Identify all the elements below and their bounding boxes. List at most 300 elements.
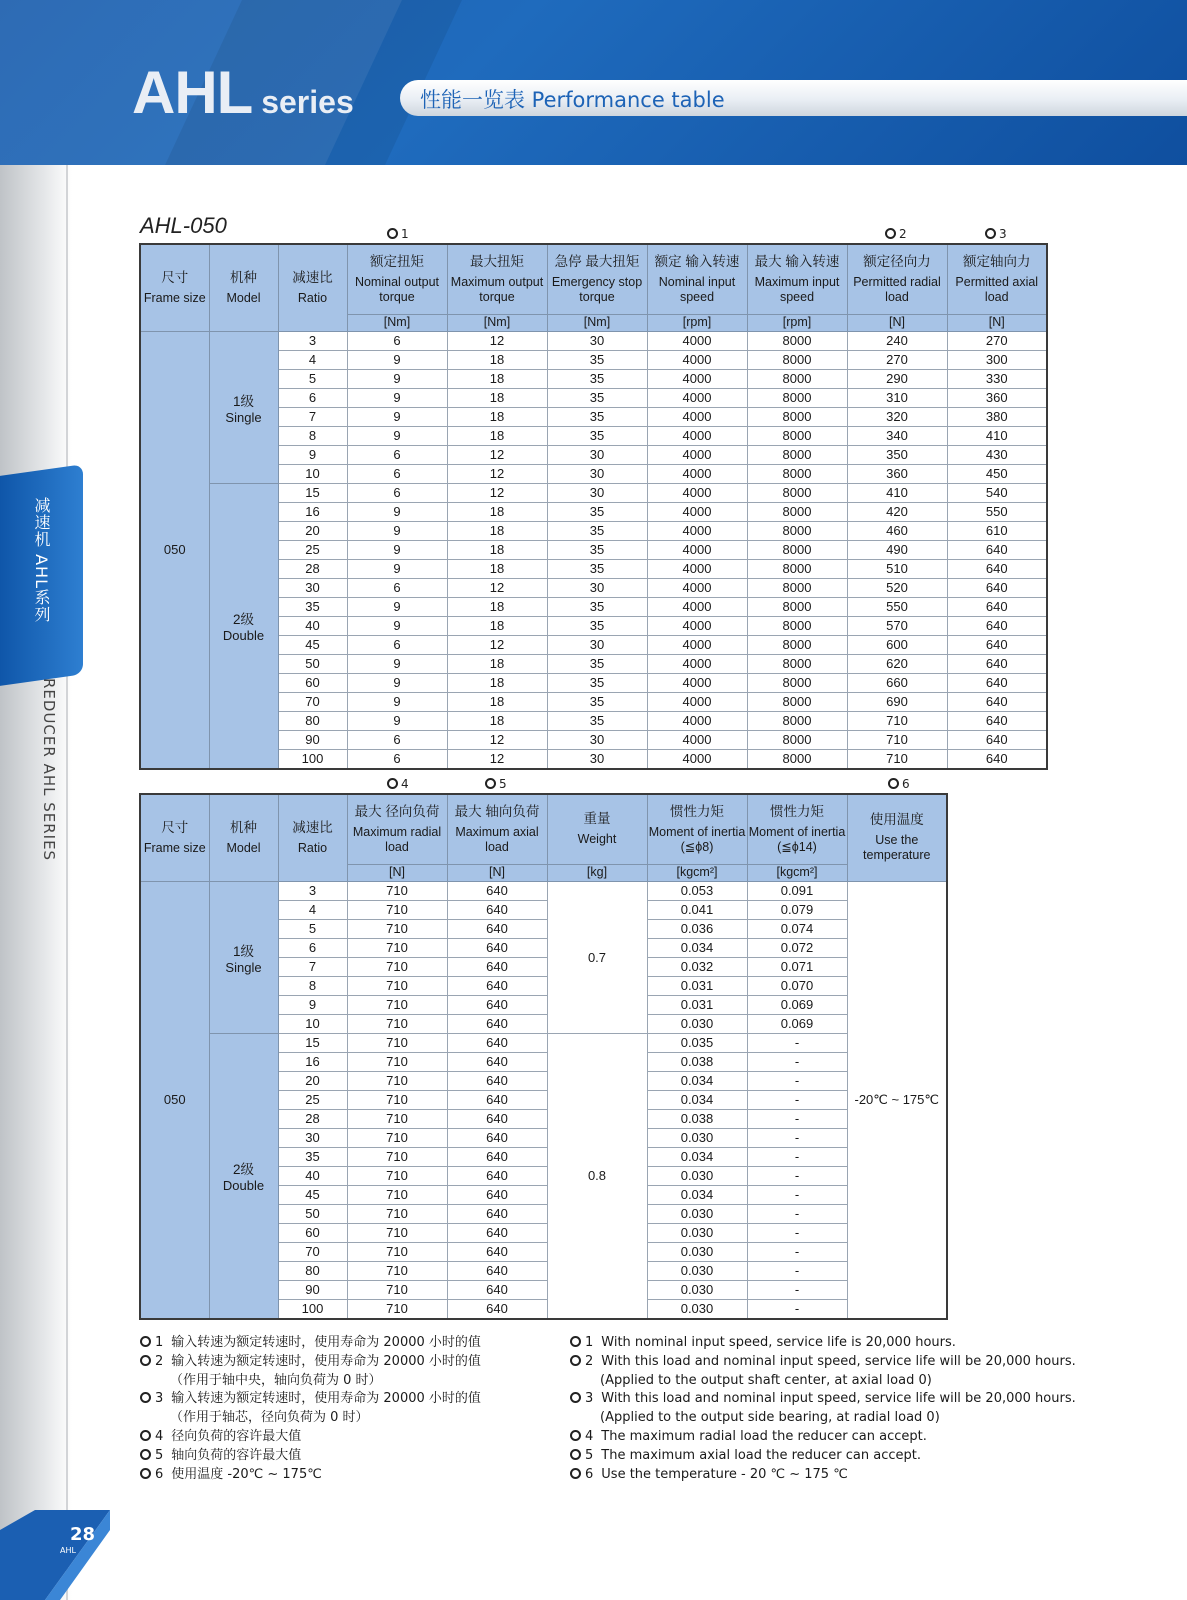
table-cell: 710 — [347, 1166, 447, 1185]
table-cell: 640 — [447, 1033, 547, 1052]
table-cell: 0.030 — [647, 1261, 747, 1280]
note-text: Use the temperature - 20 ℃ ~ 175 ℃ — [601, 1466, 848, 1482]
table-cell: 0.031 — [647, 976, 747, 995]
table-cell: 18 — [447, 711, 547, 730]
table-cell: 40 — [278, 1166, 347, 1185]
table-cell: 35 — [547, 559, 647, 578]
note-number: 2 — [155, 1353, 164, 1369]
table-cell: 4000 — [647, 540, 747, 559]
table-cell: 6 — [347, 578, 447, 597]
table-cell: 640 — [447, 1204, 547, 1223]
note-item — [570, 1353, 1076, 1372]
table-cell: 8000 — [747, 654, 847, 673]
ring-icon — [570, 1392, 581, 1403]
header-cn: 急停 最大扭矩 — [554, 253, 640, 269]
ring-icon — [387, 228, 398, 239]
table-row — [140, 1033, 947, 1052]
table-cell: 430 — [947, 445, 1047, 464]
unit-header: [rpm] — [647, 314, 747, 331]
note-item — [140, 1353, 560, 1372]
table-cell: - — [747, 1242, 847, 1261]
table-cell: 35 — [547, 597, 647, 616]
table-cell: 270 — [847, 350, 947, 369]
footnote-mark-3: 3 — [985, 227, 1007, 241]
header-cn: 额定 输入转速 — [654, 253, 740, 269]
table-cell: 0.030 — [647, 1223, 747, 1242]
table-cell: 8000 — [747, 331, 847, 350]
unit-header: [rpm] — [747, 314, 847, 331]
table-cell: 18 — [447, 407, 547, 426]
note-text: With nominal input speed, service life is 20,000 hours. — [601, 1335, 956, 1350]
note-text: With this load and nominal input speed, service life will be 20,000 hours. — [601, 1391, 1076, 1407]
table-cell: 18 — [447, 673, 547, 692]
table-cell: 4000 — [647, 464, 747, 483]
table-cell: 20 — [278, 1071, 347, 1090]
table-cell: 35 — [547, 540, 647, 559]
note-text: （作用于轴芯，径向负荷为 0 时） — [170, 1410, 369, 1426]
table-cell: 710 — [347, 1109, 447, 1128]
header-en: Maximum output torque — [450, 274, 544, 304]
header-cn: 机种 — [230, 269, 257, 285]
table-cell: 4000 — [647, 711, 747, 730]
header-en: Ratio — [297, 840, 328, 855]
table-cell: 4000 — [647, 559, 747, 578]
table-cell: 6 — [278, 938, 347, 957]
table-cell: 0.036 — [647, 919, 747, 938]
table-cell: 0.032 — [647, 957, 747, 976]
table-cell: 640 — [947, 730, 1047, 749]
unit-header: [Nm] — [547, 314, 647, 331]
table-cell: 60 — [278, 1223, 347, 1242]
table-cell: 4000 — [647, 692, 747, 711]
table-cell: 18 — [447, 426, 547, 445]
table-cell: 0.031 — [647, 995, 747, 1014]
table-cell: 9 — [347, 616, 447, 635]
table-cell: 16 — [278, 1052, 347, 1071]
table-cell: 35 — [547, 502, 647, 521]
note-text: The maximum radial load the reducer can accept. — [601, 1428, 927, 1444]
note-text: The maximum axial load the reducer can accept. — [601, 1447, 921, 1463]
table-cell: 550 — [847, 597, 947, 616]
column-header — [140, 244, 209, 331]
table-cell: 0.041 — [647, 900, 747, 919]
table-cell: 35 — [547, 369, 647, 388]
table-cell: 710 — [347, 1147, 447, 1166]
column-header — [447, 244, 547, 314]
unit-header: [Nm] — [347, 314, 447, 331]
page-header — [0, 0, 1187, 165]
unit-header: [N] — [947, 314, 1047, 331]
table-cell: 30 — [547, 749, 647, 769]
table-cell: 640 — [947, 540, 1047, 559]
table-cell: - — [747, 1071, 847, 1090]
header-cn: 额定扭矩 — [370, 253, 424, 269]
table-cell: - — [747, 1204, 847, 1223]
table-cell: 6 — [347, 464, 447, 483]
table-cell: 35 — [278, 1147, 347, 1166]
table-cell: 0.071 — [747, 957, 847, 976]
table-cell: 4000 — [647, 749, 747, 769]
table-cell: 8000 — [747, 635, 847, 654]
table-cell: 0.035 — [647, 1033, 747, 1052]
table-cell: 640 — [447, 976, 547, 995]
table-cell: 520 — [847, 578, 947, 597]
table-cell: 30 — [547, 635, 647, 654]
table-cell: 710 — [847, 749, 947, 769]
table-cell: 8000 — [747, 578, 847, 597]
note-item — [140, 1466, 560, 1485]
table-cell: 70 — [278, 1242, 347, 1261]
table-cell: 35 — [547, 711, 647, 730]
unit-header: [kg] — [547, 864, 647, 881]
table-cell: 8 — [278, 976, 347, 995]
weight-double-cell: 0.8 — [547, 1033, 647, 1319]
notes-english — [570, 1334, 1076, 1484]
table-cell: 0.034 — [647, 1147, 747, 1166]
table-cell: 640 — [447, 1052, 547, 1071]
table-cell: 4000 — [647, 673, 747, 692]
table-cell: 18 — [447, 559, 547, 578]
footnote-mark-2: 2 — [885, 227, 907, 241]
table-cell: 310 — [847, 388, 947, 407]
header-en: Moment of inertia — [648, 824, 746, 839]
table-cell: 8000 — [747, 502, 847, 521]
table-cell: 8000 — [747, 559, 847, 578]
note-item — [140, 1372, 560, 1391]
table-cell: 4000 — [647, 407, 747, 426]
table-cell: 9 — [347, 559, 447, 578]
ring-icon — [485, 778, 496, 789]
header-sub: (≦ϕ14) — [777, 839, 817, 854]
note-text: 轴向负荷的容许最大值 — [171, 1447, 302, 1463]
performance-table — [139, 243, 1048, 770]
table-cell: 640 — [447, 900, 547, 919]
table-cell: 640 — [447, 1071, 547, 1090]
table-cell: 4000 — [647, 597, 747, 616]
header-cn: 使用温度 — [869, 812, 924, 828]
table-cell: - — [747, 1166, 847, 1185]
header-en: Frame size — [143, 290, 206, 305]
table-cell: 9 — [347, 369, 447, 388]
note-item — [140, 1334, 560, 1353]
header-en: Nominal input speed — [658, 274, 736, 304]
header-en: Maximum radial load — [352, 824, 442, 854]
table-cell: 30 — [547, 483, 647, 502]
table-cell: - — [747, 1261, 847, 1280]
footnote-mark-4: 4 — [387, 777, 409, 791]
table-cell: 9 — [347, 407, 447, 426]
table-cell: 710 — [847, 711, 947, 730]
table-cell: 9 — [347, 521, 447, 540]
page-label: AHL — [60, 1546, 76, 1555]
table-cell: 4000 — [647, 445, 747, 464]
table-cell: 35 — [547, 350, 647, 369]
table-cell: 50 — [278, 654, 347, 673]
table-cell: 710 — [347, 1052, 447, 1071]
table-cell: - — [747, 1147, 847, 1166]
table-cell: 710 — [347, 995, 447, 1014]
table-cell: 8000 — [747, 483, 847, 502]
note-text: With this load and nominal input speed, service life will be 20,000 hours. — [601, 1353, 1076, 1369]
table-cell: 360 — [847, 464, 947, 483]
table-cell: 320 — [847, 407, 947, 426]
table-cell: 7 — [278, 407, 347, 426]
table-cell: 12 — [447, 635, 547, 654]
table-cell: 640 — [447, 1261, 547, 1280]
note-item — [570, 1447, 1040, 1466]
table-cell: 8000 — [747, 464, 847, 483]
note-item — [140, 1409, 560, 1428]
table-cell: 28 — [278, 559, 347, 578]
ring-icon — [140, 1336, 151, 1347]
header-en: Permitted radial load — [853, 274, 941, 304]
side-tab-label: 减速机 AHL系列 — [32, 497, 51, 623]
table-cell: 640 — [947, 711, 1047, 730]
table-cell: 25 — [278, 1090, 347, 1109]
ring-icon — [570, 1468, 581, 1479]
table-cell: 4000 — [647, 521, 747, 540]
table-cell: 4 — [278, 900, 347, 919]
note-item — [140, 1428, 560, 1447]
header-en: Nominal output torque — [354, 274, 440, 304]
table-cell: 490 — [847, 540, 947, 559]
table-cell: 0.030 — [647, 1128, 747, 1147]
table-cell: 35 — [547, 426, 647, 445]
table-cell: 9 — [347, 711, 447, 730]
table-cell: - — [747, 1280, 847, 1299]
header-cn: 最大 输入转速 — [754, 253, 840, 269]
note-text: (Applied to the output side bearing, at radial load 0) — [600, 1410, 940, 1426]
table-cell: 6 — [347, 483, 447, 502]
table-cell: 30 — [278, 1128, 347, 1147]
table-cell: 30 — [547, 464, 647, 483]
note-item — [570, 1390, 1076, 1409]
column-header — [278, 244, 347, 331]
table-cell: 12 — [447, 331, 547, 350]
table-cell: 0.079 — [747, 900, 847, 919]
table-cell: 10 — [278, 464, 347, 483]
table-cell: 640 — [447, 1223, 547, 1242]
table-cell: - — [747, 1109, 847, 1128]
table-cell: 18 — [447, 692, 547, 711]
table-cell: 460 — [847, 521, 947, 540]
table-cell: - — [747, 1052, 847, 1071]
note-number: 4 — [585, 1428, 594, 1444]
table-cell: 9 — [347, 540, 447, 559]
note-text: 输入转速为额定转速时，使用寿命为 20000 小时的值 — [171, 1335, 481, 1350]
header-cn: 最大扭矩 — [470, 253, 524, 269]
table-cell: 640 — [447, 1109, 547, 1128]
table-cell: 30 — [547, 730, 647, 749]
table-cell: 0.034 — [647, 1071, 747, 1090]
table-cell: 28 — [278, 1109, 347, 1128]
table-cell: 710 — [347, 1280, 447, 1299]
table-cell: 4000 — [647, 635, 747, 654]
table-cell: 9 — [347, 654, 447, 673]
column-header — [447, 794, 547, 864]
table-cell: 25 — [278, 540, 347, 559]
table-cell: 4000 — [647, 730, 747, 749]
table-cell: 8000 — [747, 426, 847, 445]
table-cell: 6 — [347, 749, 447, 769]
footnote-mark-1: 1 — [387, 227, 409, 241]
note-text: 输入转速为额定转速时，使用寿命为 20000 小时的值 — [171, 1391, 481, 1407]
note-number: 2 — [585, 1353, 594, 1369]
table-cell: 8000 — [747, 369, 847, 388]
table-cell: 710 — [347, 1014, 447, 1033]
table-cell: 4000 — [647, 578, 747, 597]
model-double-cell: 2级 Double — [209, 1033, 278, 1319]
table-cell: 640 — [947, 749, 1047, 769]
header-cn: 惯性力矩 — [670, 803, 724, 819]
table-cell: 710 — [347, 1299, 447, 1319]
series-name: AHL — [132, 59, 253, 126]
table-cell: 0.030 — [647, 1280, 747, 1299]
table-cell: 710 — [347, 1128, 447, 1147]
table-cell: 550 — [947, 502, 1047, 521]
ring-icon — [140, 1355, 151, 1366]
table-cell: - — [747, 1299, 847, 1319]
table-cell: 640 — [947, 692, 1047, 711]
table-cell: 8000 — [747, 597, 847, 616]
table-cell: 7 — [278, 957, 347, 976]
header-cn: 减速比 — [292, 269, 333, 285]
table-cell: 10 — [278, 1014, 347, 1033]
ring-icon — [570, 1430, 581, 1441]
table-cell: 15 — [278, 1033, 347, 1052]
table-cell: 640 — [447, 995, 547, 1014]
header-en: Permitted axial load — [955, 274, 1039, 304]
header-cn: 惯性力矩 — [770, 803, 824, 819]
table-cell: 35 — [547, 388, 647, 407]
table-cell: 45 — [278, 1185, 347, 1204]
table-cell: 640 — [447, 1166, 547, 1185]
table-cell: 710 — [347, 1185, 447, 1204]
table-cell: 9 — [278, 445, 347, 464]
footnote-mark-5: 5 — [485, 777, 507, 791]
table-cell: 640 — [447, 1090, 547, 1109]
column-header — [947, 244, 1047, 314]
table-cell: 8000 — [747, 711, 847, 730]
table-cell: 3 — [278, 881, 347, 900]
footnote-mark-6: 6 — [888, 777, 910, 791]
table-cell: 8000 — [747, 749, 847, 769]
unit-header: [Nm] — [447, 314, 547, 331]
table-cell: 9 — [347, 502, 447, 521]
temperature-cell: -20℃ ~ 175℃ — [847, 881, 947, 1319]
note-number: 1 — [585, 1335, 594, 1350]
table-cell: 12 — [447, 578, 547, 597]
table-cell: 0.034 — [647, 938, 747, 957]
table-cell: 4000 — [647, 350, 747, 369]
table-cell: 8000 — [747, 673, 847, 692]
table-cell: 0.034 — [647, 1090, 747, 1109]
table-cell: 710 — [347, 900, 447, 919]
table-cell: 5 — [278, 919, 347, 938]
table-cell: 8000 — [747, 692, 847, 711]
table-cell: 18 — [447, 654, 547, 673]
unit-header: [kgcm²] — [647, 864, 747, 881]
note-text: 径向负荷的容许最大值 — [171, 1428, 302, 1444]
table-cell: 12 — [447, 749, 547, 769]
table-cell: 18 — [447, 540, 547, 559]
table-cell: 710 — [347, 1261, 447, 1280]
page-title: 性能一览表 Performance table — [420, 88, 725, 112]
table-cell: 9 — [347, 388, 447, 407]
table-cell: 610 — [947, 521, 1047, 540]
weight-single-cell: 0.7 — [547, 881, 647, 1033]
table-cell: 4000 — [647, 654, 747, 673]
column-header — [209, 244, 278, 331]
header-cn: 最大 轴向负荷 — [454, 803, 540, 819]
table-cell: 640 — [947, 673, 1047, 692]
table-cell: 30 — [278, 578, 347, 597]
table-cell: 18 — [447, 388, 547, 407]
table-cell: 18 — [447, 616, 547, 635]
table-cell: 0.038 — [647, 1052, 747, 1071]
table-cell: 0.070 — [747, 976, 847, 995]
ring-icon — [140, 1449, 151, 1460]
title-bar — [400, 80, 1187, 116]
table-cell: 710 — [347, 938, 447, 957]
table-cell: 0.069 — [747, 995, 847, 1014]
table-cell: 45 — [278, 635, 347, 654]
table-cell: 12 — [447, 483, 547, 502]
table-cell: 30 — [547, 331, 647, 350]
note-text: 使用温度 -20℃ ~ 175℃ — [171, 1466, 322, 1482]
column-header — [647, 794, 747, 864]
table-cell: 640 — [947, 654, 1047, 673]
sidebar-divider — [66, 165, 68, 1600]
note-number: 3 — [155, 1391, 164, 1407]
table-cell: 18 — [447, 350, 547, 369]
table-cell: 270 — [947, 331, 1047, 350]
table-cell: - — [747, 1128, 847, 1147]
header-en: Model — [226, 840, 261, 855]
table-cell: 9 — [278, 995, 347, 1014]
table-cell: 640 — [447, 1242, 547, 1261]
table-cell: 18 — [447, 502, 547, 521]
header-en: Frame size — [143, 840, 206, 855]
header-en: Maximum input speed — [754, 274, 840, 304]
table-cell: 640 — [447, 881, 547, 900]
ring-icon — [570, 1449, 581, 1460]
header-cn: 减速比 — [292, 819, 333, 835]
table-cell: 12 — [447, 464, 547, 483]
table-cell: 0.053 — [647, 881, 747, 900]
table-cell: 290 — [847, 369, 947, 388]
header-en: Emergency stop torque — [551, 274, 643, 304]
table-cell: 640 — [947, 578, 1047, 597]
header-en: Model — [226, 290, 261, 305]
table-cell: 8000 — [747, 616, 847, 635]
table-cell: 0.091 — [747, 881, 847, 900]
table-cell: 80 — [278, 711, 347, 730]
table-cell: 380 — [947, 407, 1047, 426]
note-item — [570, 1428, 1040, 1447]
series-suffix: series — [252, 84, 354, 120]
column-header — [647, 244, 747, 314]
note-text: （作用于轴中央，轴向负荷为 0 时） — [170, 1372, 382, 1388]
table-cell: 330 — [947, 369, 1047, 388]
table-cell: 640 — [947, 559, 1047, 578]
table-cell: 6 — [278, 388, 347, 407]
unit-header: [kgcm²] — [747, 864, 847, 881]
table-cell: 710 — [347, 1033, 447, 1052]
table-cell: 0.034 — [647, 1185, 747, 1204]
table-cell: 6 — [347, 635, 447, 654]
ring-icon — [885, 228, 896, 239]
